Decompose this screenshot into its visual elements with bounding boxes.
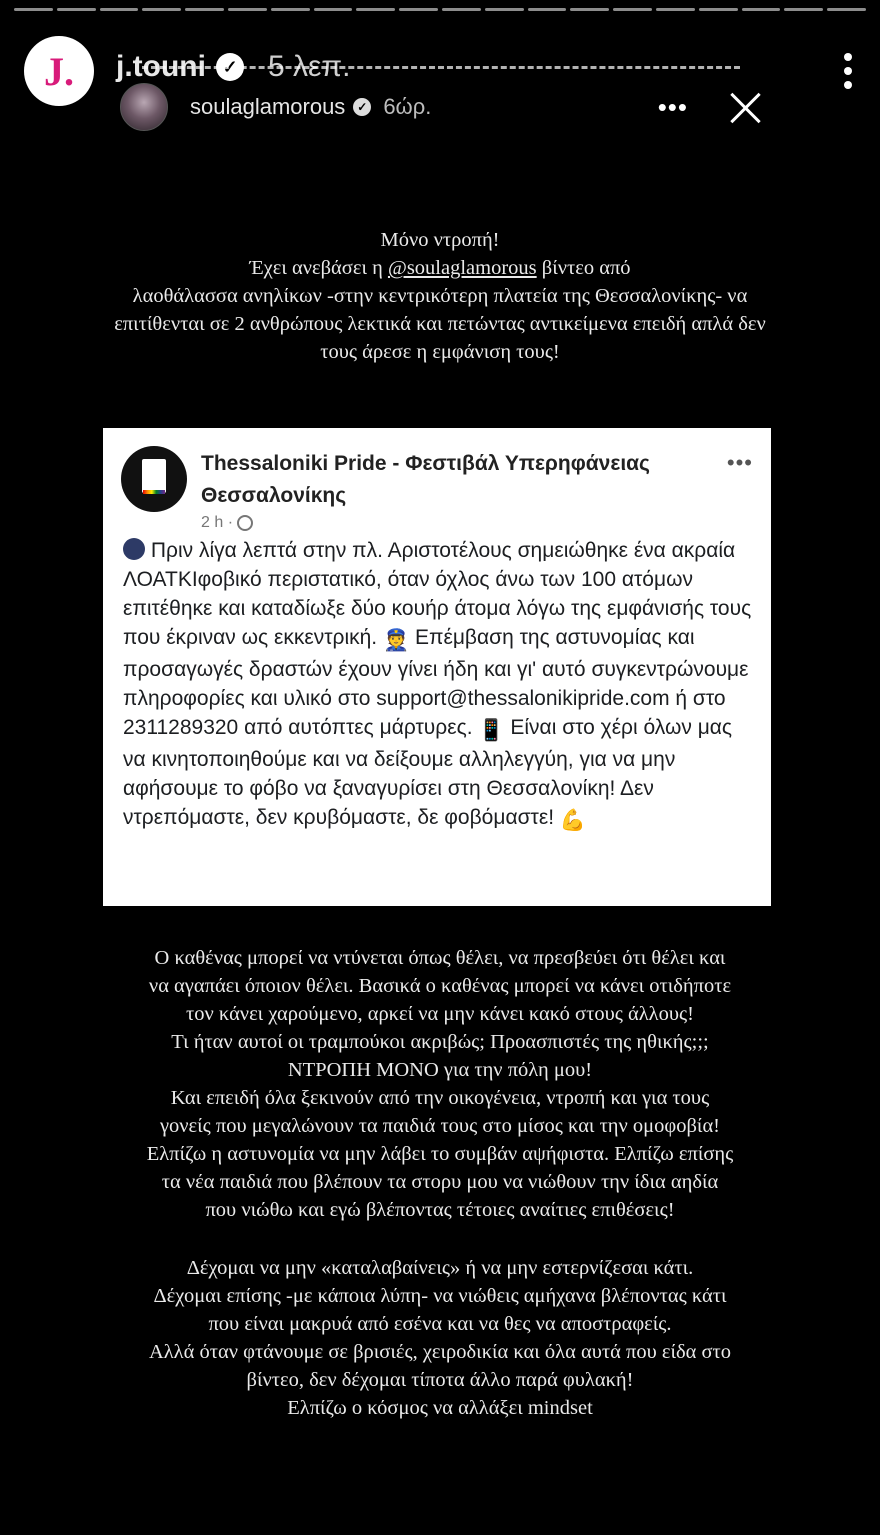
globe-icon [237,515,253,531]
progress-segment [185,8,224,11]
intro-rest: λαοθάλασσα ανηλίκων -στην κεντρικότερη πλατεία της Θεσσαλονίκης- να επιτίθενται σε 2 ανθρώπους λεκτικά και πετώντας αντικείμενα επειδή απλά δεν τους άρεσε η εμφάνιση τους! [114,285,766,363]
reshared-author[interactable] [190,94,431,120]
progress-segment [399,8,438,11]
progress-segment [57,8,96,11]
text-line: Αλλά όταν φτάνουμε σε βρισιές, χειροδικία και όλα αυτά που είδα στο [148,1341,732,1363]
more-icon[interactable]: ••• [657,91,688,122]
progress-segment [528,8,567,11]
intro-text: Έχει ανεβάσει η [249,257,388,279]
intro-text: βίντεο από [536,257,631,279]
page-name[interactable]: Thessaloniki Pride - Φεστιβάλ Υπερηφάνειας Θεσσαλονίκης [201,452,650,507]
police-emoji-icon: 👮 [382,629,410,652]
reshared-story-header [120,82,762,132]
progress-segment [142,8,181,11]
username[interactable]: j.touni [116,50,206,83]
post-time: 6ώρ. [383,94,432,119]
progress-segment [827,8,866,11]
progress-segment [570,8,609,11]
moon-icon [123,538,145,560]
story-middle-text [70,944,810,1224]
mention-link[interactable]: @soulaglamorous [387,257,537,279]
progress-segment [485,8,524,11]
progress-segment [699,8,738,11]
text-line: γονείς που μεγαλώνουν τα παιδιά τους στο μίσος και την ομοφοβία! [159,1115,721,1137]
muscle-emoji-icon: 💪 [559,809,587,832]
progress-segment [100,8,139,11]
pride-logo-icon[interactable] [121,446,187,512]
post-body [121,536,753,835]
text-line: βίντεο, δεν δέχομαι τίποτα άλλο παρά φυλακή! [246,1369,634,1391]
text-line: που είναι μακρυά από εσένα και να θες να αποστραφείς. [208,1313,672,1335]
progress-segment [314,8,353,11]
avatar[interactable] [120,83,168,131]
story-bottom-text [60,1254,820,1422]
text-line: Δέχομαι επίσης -με κάποια λύπη- να νιώθεις αμήχανα βλέποντας κάτι [153,1285,727,1307]
facebook-post-card[interactable] [103,428,771,906]
reshare-strike-line [142,66,740,69]
progress-segment [442,8,481,11]
progress-segment [742,8,781,11]
post-text: Επέμβαση της αστυνομίας και προσαγωγές δραστών έχουν γίνει ήδη και γι' αυτό συγκεντρώνουμε πληροφορίες και υλικό στο support@thessalonikipride.com ή στο 2311289320 από αυτόπτες μάρτυρες. [123,626,749,739]
text-line: Ο καθένας μπορεί να ντύνεται όπως θέλει, να πρεσβεύει ότι θέλει και [154,947,726,969]
text-line: Ελπίζω η αστυνομία να μην λάβει το συμβάν αψήφιστα. Ελπίζω επίσης [146,1143,734,1165]
progress-segment [14,8,53,11]
progress-segment [356,8,395,11]
progress-segment [613,8,652,11]
story-progress-bar [14,8,866,11]
text-line: Και επειδή όλα ξεκινούν από την οικογένεια, ντροπή και για τους [170,1087,710,1109]
post-meta [201,514,717,532]
verified-badge-icon: ✓ [353,98,371,116]
text-line: Τι ήταν αυτοί οι τραμπούκοι ακριβώς; Προασπιστές της ηθικής;;; [171,1031,709,1053]
text-line: τον κάνει χαρούμενο, αρκεί να μην κάνει κακό στους άλλους! [186,1003,694,1025]
more-options-icon[interactable] [844,53,852,89]
avatar[interactable] [24,36,94,106]
more-icon[interactable]: ••• [726,450,753,475]
intro-line: Μόνο ντροπή! [380,229,500,251]
verified-badge-icon: ✓ [216,53,244,81]
phone-emoji-icon: 📱 [478,719,505,742]
post-text: Πριν λίγα λεπτά στην πλ. Αριστοτέλους σημειώθηκε ένα ακραία ΛΟΑΤΚΙφοβικό περιστατικό, όταν όχλος άνω των 100 ατόμων επιτέθηκε και καταδίωξε δύο κουήρ άτομα λόγω της εμφάνισής τους που έκριναν ως εκκεντρική. [123,539,752,649]
intro-line [80,254,800,282]
progress-segment [228,8,267,11]
text-line: τα νέα παιδιά που βλέπουν τα στορυ μου να νιώθουν την ίδια αηδία [161,1171,719,1193]
progress-segment [656,8,695,11]
avatar-letter: J. [44,48,74,94]
progress-segment [784,8,823,11]
post-time: 5 λεπ. [267,50,351,83]
text-line: Δέχομαι να μην «καταλαβαίνεις» ή να μην εστερνίζεσαι κάτι. [186,1257,694,1279]
close-icon[interactable] [728,90,762,124]
post-time: 2 h · [201,514,234,531]
story-intro-text [80,226,800,366]
progress-segment [271,8,310,11]
text-line: που νιώθω και εγώ βλέποντας τέτοιες αναίτιες επιθέσεις! [205,1199,675,1221]
post-text: Είναι στο χέρι όλων μας να κινητοποιηθούμε και να δείξουμε αλληλεγγύη, για να μην αφήσουμε το φόβο να ξαναγυρίσει στη Θεσσαλονίκη! Δεν ντρεπόμαστε, δεν κρυβόμαστε, δε φοβόμαστε! [123,716,733,829]
post-header [121,446,753,532]
username[interactable]: soulaglamorous [190,94,346,119]
text-line: Ελπίζω ο κόσμος να αλλάξει mindset [287,1397,593,1419]
text-line: να αγαπάει όποιον θέλει. Βασικά ο καθένας μπορεί να κάνει οτιδήποτε [148,975,732,997]
text-line: ΝΤΡΟΠΗ ΜΟΝΟ για την πόλη μου! [287,1059,593,1081]
